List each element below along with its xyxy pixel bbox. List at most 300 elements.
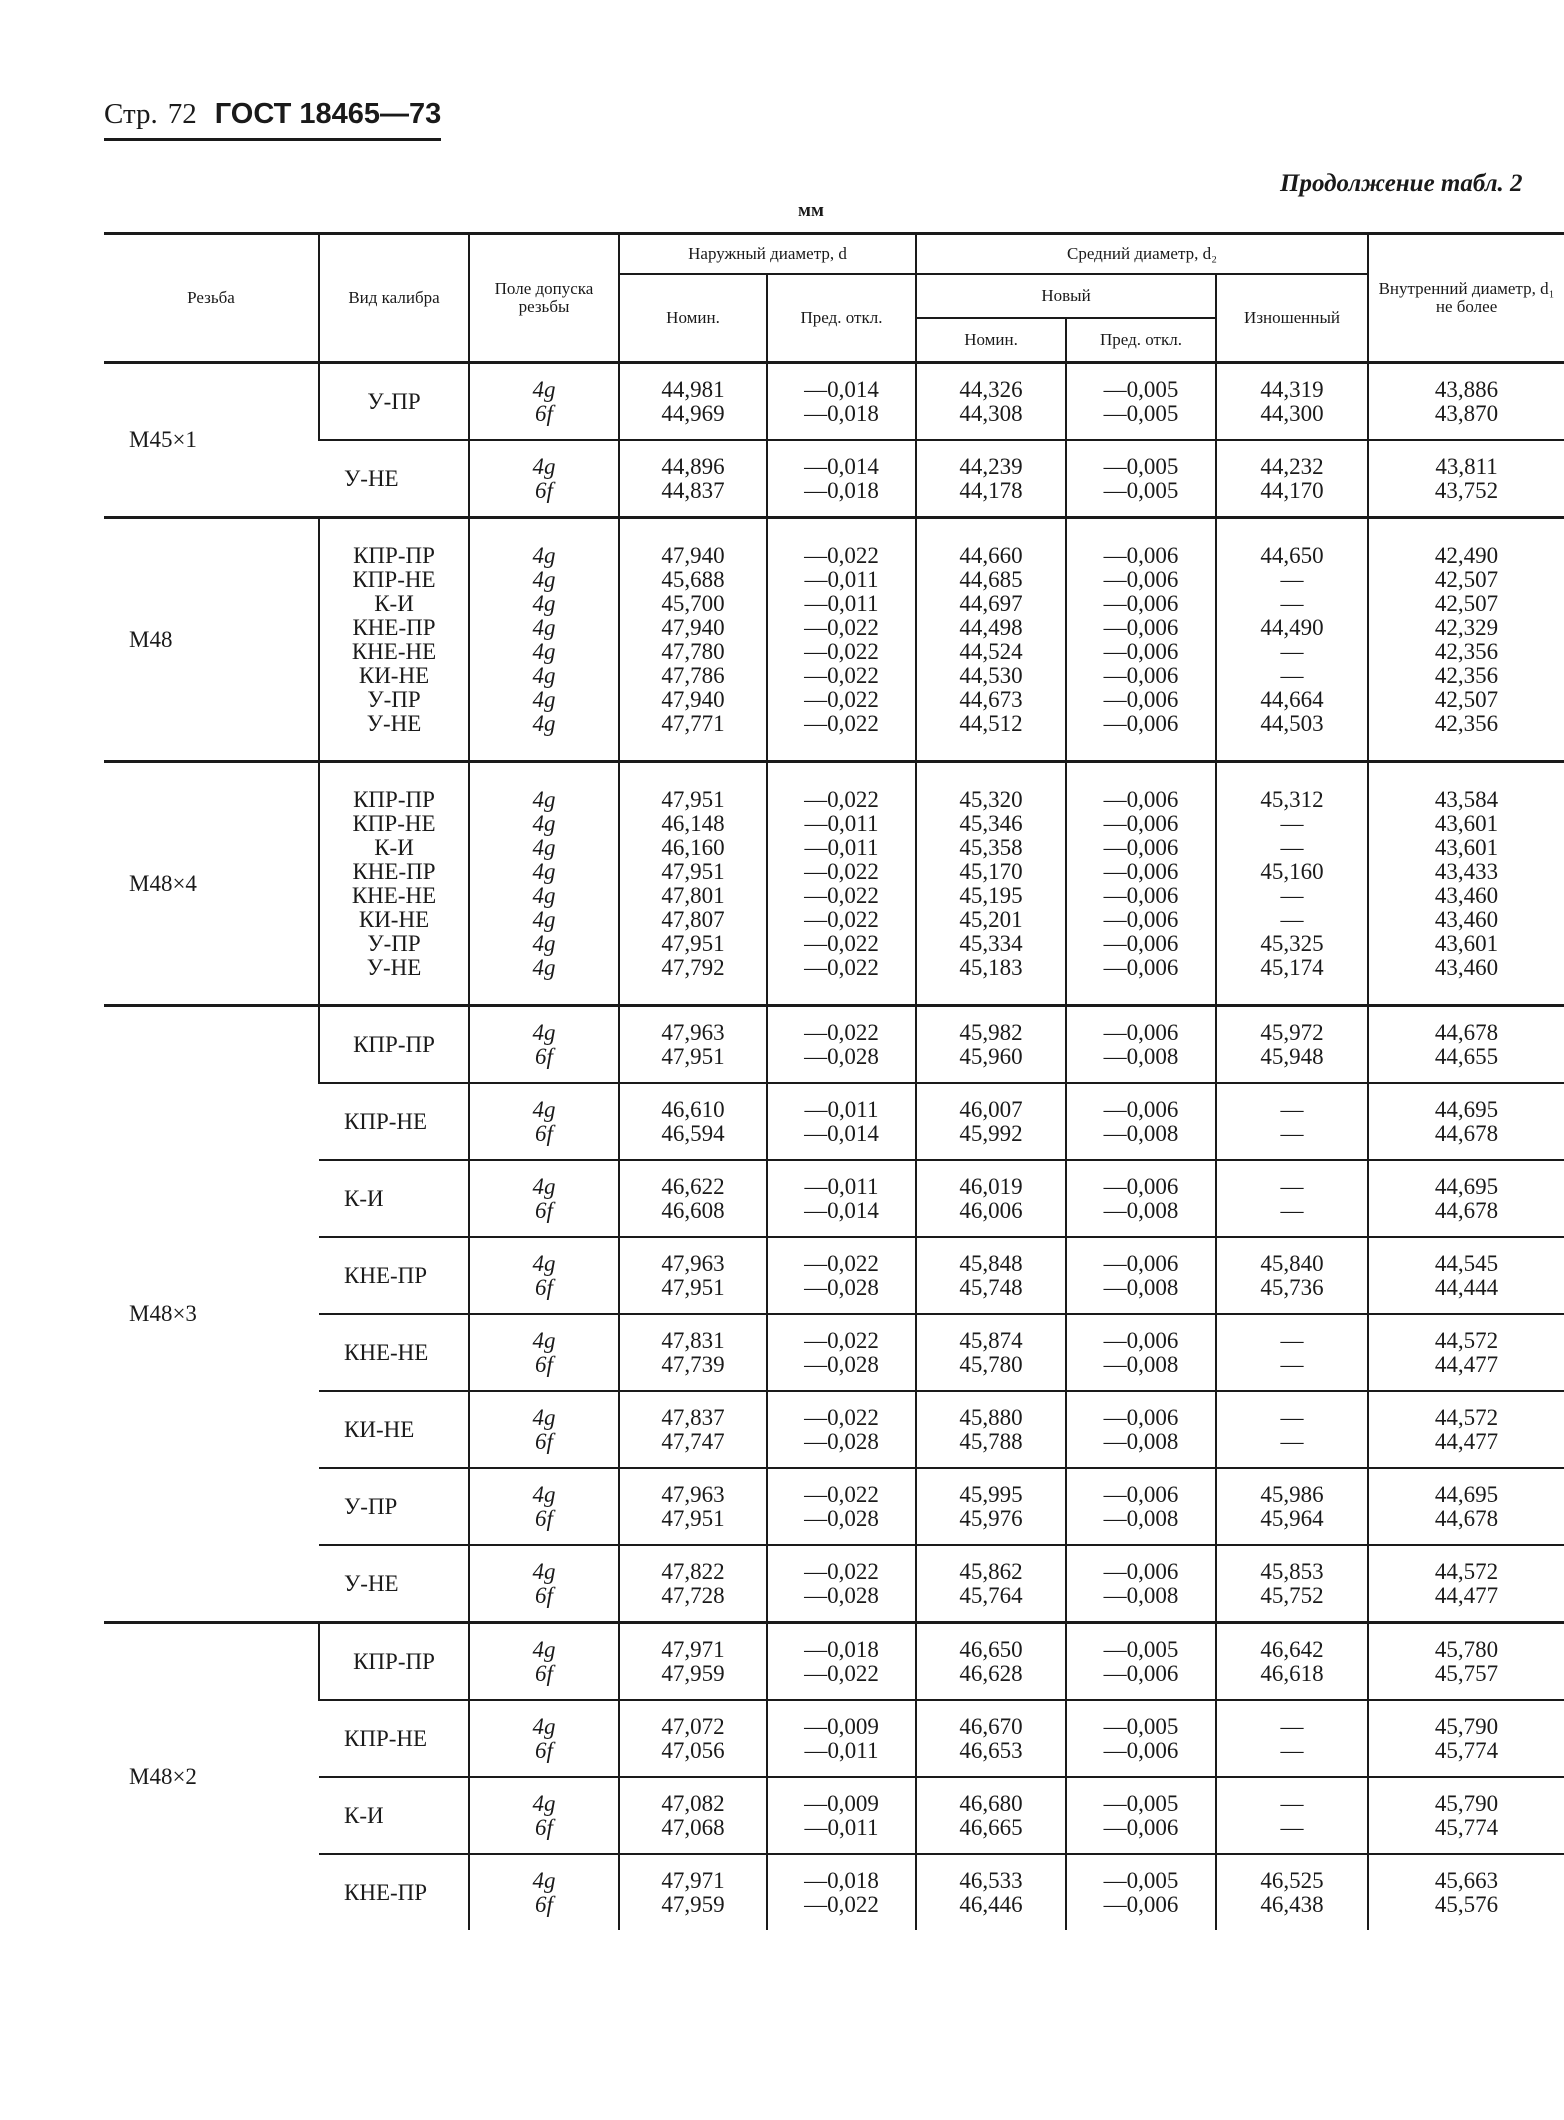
cell-line: 42,507: [1434, 590, 1499, 616]
cell-line: 45,995: [959, 1481, 1023, 1507]
cell-line: —0,006: [1103, 542, 1179, 568]
pitch-nominal-cell: [916, 1854, 1066, 1930]
gauge-type-cell: [319, 1006, 469, 1084]
outer-nominal-cell: [619, 1623, 767, 1701]
pitch-deviation-cell: [1066, 762, 1216, 1006]
cell-line: 4g: [532, 638, 556, 664]
cell-line: 45,960: [959, 1043, 1023, 1069]
outer-deviation-cell: [767, 518, 916, 762]
pitch-nominal-cell: [916, 518, 1066, 762]
cell-line: 44,678: [1434, 1197, 1499, 1223]
cell-line: 44,896: [661, 453, 725, 479]
outer-nominal-cell: [619, 1314, 767, 1391]
gauge-type-cell: [319, 1700, 469, 1777]
cell-line: 45,334: [959, 930, 1023, 956]
outer-deviation-cell: [767, 1237, 916, 1314]
cell-line: 47,831: [661, 1327, 725, 1353]
cell-line: —0,022: [804, 662, 879, 688]
pitch-worn-cell: [1216, 363, 1368, 441]
cell-line: 43,870: [1434, 400, 1499, 426]
cell-line: 44,512: [959, 710, 1023, 736]
tolerance-cell: [469, 1160, 619, 1237]
cell-line: 44,239: [959, 453, 1023, 479]
cell-line: 47,940: [661, 542, 725, 568]
cell-line: КИ-НЕ: [358, 906, 430, 932]
cell-line: 47,739: [661, 1351, 725, 1377]
pitch-deviation-cell: [1066, 1083, 1216, 1160]
cell-line: КНЕ-ПР: [352, 614, 436, 640]
pitch-nominal-cell: [916, 1391, 1066, 1468]
cell-line: 43,584: [1434, 786, 1499, 812]
cell-line: 44,530: [959, 662, 1023, 688]
cell-line: 4g: [532, 1713, 556, 1739]
cell-line: 45,780: [959, 1351, 1023, 1377]
gauge-type-cell: [319, 1468, 469, 1545]
cell-line: 47,068: [661, 1814, 725, 1840]
cell-line: 44,697: [959, 590, 1023, 616]
pitch-nominal-cell: [916, 1545, 1066, 1623]
col-thread: Резьба: [104, 234, 319, 363]
cell-line: —0,011: [804, 1096, 879, 1122]
cell-line: У-НЕ: [366, 710, 422, 736]
cell-line: 47,780: [661, 638, 725, 664]
tolerance-cell: [469, 1623, 619, 1701]
cell-line: —0,011: [804, 1173, 879, 1199]
cell-line: 44,660: [959, 542, 1023, 568]
pitch-deviation-cell: [1066, 363, 1216, 441]
thread-designation: М48×2: [104, 1623, 319, 1931]
col-tolerance-field: Поле допуска резьбы: [469, 234, 619, 363]
cell-line: 42,356: [1434, 662, 1499, 688]
cell-line: 47,747: [661, 1428, 725, 1454]
cell-line: 6f: [535, 1660, 553, 1686]
gauge-type-cell: [319, 1623, 469, 1701]
cell-line: 44,477: [1434, 1351, 1499, 1377]
tolerance-cell: [469, 1391, 619, 1468]
col-pitch-new: Новый: [916, 274, 1216, 318]
cell-line: 47,940: [661, 686, 725, 712]
col-pitch-worn: Изношенный: [1216, 274, 1368, 363]
cell-line: —: [1280, 1713, 1304, 1739]
cell-line: 43,601: [1434, 930, 1499, 956]
pitch-worn-cell: [1216, 762, 1368, 1006]
cell-line: —0,006: [1103, 834, 1179, 860]
outer-deviation-cell: [767, 762, 916, 1006]
cell-line: 45,201: [959, 906, 1023, 932]
cell-line: 47,963: [661, 1481, 725, 1507]
cell-line: 4g: [532, 882, 556, 908]
cell-line: 4g: [532, 1790, 556, 1816]
table-row: [104, 1083, 1564, 1160]
outer-deviation-cell: [767, 1006, 916, 1084]
cell-line: 45,880: [959, 1404, 1023, 1430]
cell-line: 4g: [532, 1250, 556, 1276]
table-row: [104, 363, 1564, 441]
cell-line: 42,507: [1434, 566, 1499, 592]
outer-nominal-cell: [619, 1160, 767, 1237]
cell-line: 6f: [535, 1351, 553, 1377]
cell-line: —0,022: [804, 542, 879, 568]
cell-line: —0,008: [1103, 1197, 1179, 1223]
cell-line: У-ПР: [367, 686, 421, 712]
cell-line: 45,320: [959, 786, 1023, 812]
cell-line: —: [1280, 882, 1304, 908]
outer-deviation-cell: [767, 1623, 916, 1701]
cell-line: —0,022: [804, 1404, 879, 1430]
cell-line: КНЕ-ПР: [344, 1262, 428, 1288]
cell-line: 4g: [532, 1481, 556, 1507]
cell-line: 44,650: [1260, 542, 1324, 568]
outer-deviation-cell: [767, 1545, 916, 1623]
inner-diameter-cell: [1368, 1468, 1564, 1545]
cell-line: У-ПР: [367, 388, 421, 414]
cell-line: 47,959: [661, 1660, 725, 1686]
cell-line: 45,358: [959, 834, 1023, 860]
inner-diameter-cell: [1368, 1391, 1564, 1468]
cell-line: КНЕ-ПР: [352, 858, 436, 884]
cell-line: 47,963: [661, 1019, 725, 1045]
cell-line: —0,018: [804, 400, 879, 426]
cell-line: 46,006: [959, 1197, 1023, 1223]
cell-line: У-НЕ: [344, 465, 399, 491]
cell-line: —0,006: [1103, 954, 1179, 980]
cell-line: 47,951: [661, 858, 725, 884]
cell-line: —: [1280, 1327, 1304, 1353]
cell-line: КПР-ПР: [353, 1648, 435, 1674]
cell-line: 4g: [532, 906, 556, 932]
cell-line: —0,006: [1103, 882, 1179, 908]
cell-line: —0,005: [1103, 400, 1179, 426]
cell-line: 45,764: [959, 1582, 1023, 1608]
cell-line: 44,545: [1434, 1250, 1499, 1276]
tolerance-cell: [469, 440, 619, 518]
cell-line: КНЕ-НЕ: [351, 638, 437, 664]
cell-line: —0,022: [804, 1558, 879, 1584]
pitch-deviation-cell: [1066, 1237, 1216, 1314]
cell-line: —0,005: [1103, 477, 1179, 503]
cell-line: 4g: [532, 614, 556, 640]
pitch-deviation-cell: [1066, 1854, 1216, 1930]
pitch-worn-cell: [1216, 1314, 1368, 1391]
inner-diameter-cell: [1368, 762, 1564, 1006]
cell-line: 46,628: [959, 1660, 1023, 1686]
outer-nominal-cell: [619, 1777, 767, 1854]
col-outer-nominal: Номин.: [619, 274, 767, 363]
inner-diameter-cell: [1368, 1006, 1564, 1084]
outer-deviation-cell: [767, 1700, 916, 1777]
cell-line: 45,160: [1260, 858, 1324, 884]
cell-line: —0,008: [1103, 1274, 1179, 1300]
inner-diameter-cell: [1368, 363, 1564, 441]
cell-line: 6f: [535, 1582, 553, 1608]
cell-line: 43,460: [1434, 954, 1499, 980]
cell-line: 47,786: [661, 662, 725, 688]
inner-diameter-cell: [1368, 1700, 1564, 1777]
outer-deviation-cell: [767, 1854, 916, 1930]
cell-line: 47,072: [661, 1713, 725, 1739]
cell-line: 43,811: [1435, 453, 1498, 479]
cell-line: —0,028: [804, 1582, 879, 1608]
cell-line: 45,576: [1434, 1891, 1499, 1917]
cell-line: 44,232: [1260, 453, 1324, 479]
cell-line: К-И: [374, 590, 414, 616]
cell-line: 45,862: [959, 1558, 1023, 1584]
thread-designation: М48×4: [104, 762, 319, 1006]
cell-line: 46,533: [959, 1867, 1023, 1893]
gauge-type-cell: [319, 1777, 469, 1854]
cell-line: —0,006: [1103, 590, 1179, 616]
cell-line: 47,971: [661, 1867, 725, 1893]
cell-line: 45,774: [1434, 1737, 1499, 1763]
cell-line: —0,022: [804, 1327, 879, 1353]
cell-line: —0,022: [804, 710, 879, 736]
cell-line: 47,963: [661, 1250, 725, 1276]
pitch-deviation-cell: [1066, 1391, 1216, 1468]
tolerance-cell: [469, 1083, 619, 1160]
cell-line: —0,006: [1103, 1481, 1179, 1507]
cell-line: 45,948: [1260, 1043, 1324, 1069]
pitch-nominal-cell: [916, 1777, 1066, 1854]
thread-designation: М48×3: [104, 1006, 319, 1623]
cell-line: У-ПР: [367, 930, 421, 956]
tolerance-cell: [469, 1777, 619, 1854]
cell-line: 47,951: [661, 786, 725, 812]
cell-line: 45,790: [1434, 1713, 1499, 1739]
cell-line: 42,356: [1434, 638, 1499, 664]
cell-line: —0,006: [1103, 1173, 1179, 1199]
gauge-type-cell: [319, 762, 469, 1006]
gauge-type-cell: [319, 518, 469, 762]
inner-diameter-cell: [1368, 518, 1564, 762]
cell-line: 45,788: [959, 1428, 1023, 1454]
cell-line: КНЕ-НЕ: [344, 1339, 429, 1365]
cell-line: —0,022: [804, 1660, 879, 1686]
table-row: [104, 1391, 1564, 1468]
cell-line: 43,601: [1434, 810, 1499, 836]
gauge-dimensions-table: [104, 232, 1564, 1930]
cell-line: —0,014: [804, 1197, 879, 1223]
cell-line: 47,940: [661, 614, 725, 640]
outer-nominal-cell: [619, 1545, 767, 1623]
table-row: [104, 440, 1564, 518]
cell-line: —0,028: [804, 1428, 879, 1454]
cell-line: 44,695: [1434, 1173, 1499, 1199]
tolerance-cell: [469, 1237, 619, 1314]
cell-line: —: [1280, 1096, 1304, 1122]
cell-line: —0,006: [1103, 686, 1179, 712]
cell-line: —0,008: [1103, 1043, 1179, 1069]
page-header: [104, 94, 441, 141]
cell-line: 44,673: [959, 686, 1023, 712]
cell-line: —: [1280, 834, 1304, 860]
cell-line: 46,610: [661, 1096, 725, 1122]
cell-line: 4g: [532, 930, 556, 956]
cell-line: 42,356: [1434, 710, 1499, 736]
cell-line: —0,022: [804, 930, 879, 956]
table-body: [104, 363, 1564, 1931]
page-label: Стр.: [104, 98, 158, 130]
cell-line: 45,840: [1260, 1250, 1324, 1276]
cell-line: —0,022: [804, 882, 879, 908]
cell-line: 45,663: [1434, 1867, 1499, 1893]
cell-line: 6f: [535, 1043, 553, 1069]
cell-line: 44,969: [661, 400, 725, 426]
cell-line: —0,006: [1103, 1404, 1179, 1430]
pitch-worn-cell: [1216, 1623, 1368, 1701]
tolerance-cell: [469, 1314, 619, 1391]
cell-line: 45,748: [959, 1274, 1023, 1300]
cell-line: —0,009: [804, 1790, 879, 1816]
outer-nominal-cell: [619, 1237, 767, 1314]
table-row: [104, 1854, 1564, 1930]
cell-line: 47,837: [661, 1404, 725, 1430]
cell-line: 44,477: [1434, 1428, 1499, 1454]
cell-line: 4g: [532, 1019, 556, 1045]
cell-line: 4g: [532, 566, 556, 592]
cell-line: —0,006: [1103, 786, 1179, 812]
tolerance-cell: [469, 1468, 619, 1545]
tolerance-cell: [469, 1700, 619, 1777]
cell-line: —0,006: [1103, 810, 1179, 836]
cell-line: —: [1280, 1404, 1304, 1430]
pitch-deviation-cell: [1066, 1545, 1216, 1623]
outer-nominal-cell: [619, 1854, 767, 1930]
cell-line: 47,807: [661, 906, 725, 932]
pitch-nominal-cell: [916, 440, 1066, 518]
page-number: 72: [167, 98, 197, 130]
cell-line: —0,006: [1103, 1891, 1179, 1917]
cell-line: —0,006: [1103, 1019, 1179, 1045]
cell-line: 6f: [535, 1274, 553, 1300]
gauge-type-cell: [319, 440, 469, 518]
tolerance-cell: [469, 1545, 619, 1623]
cell-line: —: [1280, 1120, 1304, 1146]
outer-nominal-cell: [619, 1700, 767, 1777]
cell-line: —: [1280, 1790, 1304, 1816]
cell-line: У-НЕ: [344, 1570, 399, 1596]
table-row: [104, 762, 1564, 1006]
table-row: [104, 1237, 1564, 1314]
pitch-nominal-cell: [916, 1160, 1066, 1237]
inner-diameter-cell: [1368, 1314, 1564, 1391]
cell-line: —0,008: [1103, 1351, 1179, 1377]
outer-deviation-cell: [767, 440, 916, 518]
outer-deviation-cell: [767, 1314, 916, 1391]
inner-diameter-cell: [1368, 1623, 1564, 1701]
cell-line: —0,022: [804, 1481, 879, 1507]
cell-line: 44,695: [1434, 1096, 1499, 1122]
gauge-type-cell: [319, 1545, 469, 1623]
tolerance-cell: [469, 1006, 619, 1084]
outer-nominal-cell: [619, 363, 767, 441]
cell-line: —0,022: [804, 638, 879, 664]
cell-line: 44,655: [1434, 1043, 1499, 1069]
cell-line: 45,874: [959, 1327, 1023, 1353]
cell-line: —0,008: [1103, 1120, 1179, 1146]
cell-line: —0,006: [1103, 614, 1179, 640]
cell-line: 47,951: [661, 1505, 725, 1531]
cell-line: —0,022: [804, 614, 879, 640]
cell-line: 43,460: [1434, 906, 1499, 932]
standard-number: ГОСТ 18465—73: [214, 98, 442, 130]
gauge-type-cell: [319, 1854, 469, 1930]
cell-line: 4g: [532, 858, 556, 884]
cell-line: —: [1280, 662, 1304, 688]
cell-line: —0,028: [804, 1505, 879, 1531]
pitch-worn-cell: [1216, 1700, 1368, 1777]
cell-line: КПР-ПР: [353, 542, 435, 568]
cell-line: —0,006: [1103, 1660, 1179, 1686]
cell-line: 47,959: [661, 1891, 725, 1917]
cell-line: 4g: [532, 542, 556, 568]
outer-nominal-cell: [619, 762, 767, 1006]
cell-line: 45,736: [1260, 1274, 1324, 1300]
cell-line: —0,005: [1103, 376, 1179, 402]
cell-line: КПР-НЕ: [344, 1725, 428, 1751]
cell-line: 4g: [532, 1636, 556, 1662]
cell-line: 4g: [532, 1558, 556, 1584]
cell-line: 47,792: [661, 954, 725, 980]
outer-nominal-cell: [619, 1006, 767, 1084]
cell-line: —0,006: [1103, 858, 1179, 884]
cell-line: —0,006: [1103, 1096, 1179, 1122]
cell-line: 4g: [532, 590, 556, 616]
cell-line: —0,006: [1103, 710, 1179, 736]
cell-line: —0,006: [1103, 662, 1179, 688]
pitch-worn-cell: [1216, 1545, 1368, 1623]
cell-line: 6f: [535, 1505, 553, 1531]
units-label: мм: [798, 200, 824, 221]
cell-line: —0,014: [804, 1120, 879, 1146]
cell-line: 43,460: [1434, 882, 1499, 908]
outer-deviation-cell: [767, 1468, 916, 1545]
cell-line: —0,028: [804, 1274, 879, 1300]
cell-line: 4g: [532, 662, 556, 688]
pitch-deviation-cell: [1066, 440, 1216, 518]
gauge-type-cell: [319, 1314, 469, 1391]
cell-line: 44,837: [661, 477, 725, 503]
cell-line: 6f: [535, 1120, 553, 1146]
table-row: [104, 1006, 1564, 1084]
cell-line: —0,006: [1103, 930, 1179, 956]
outer-nominal-cell: [619, 440, 767, 518]
cell-line: 45,992: [959, 1120, 1023, 1146]
tolerance-cell: [469, 518, 619, 762]
cell-line: —: [1280, 1351, 1304, 1377]
cell-line: 42,490: [1434, 542, 1499, 568]
cell-line: 47,082: [661, 1790, 725, 1816]
cell-line: —: [1280, 1197, 1304, 1223]
pitch-nominal-cell: [916, 363, 1066, 441]
cell-line: 45,982: [959, 1019, 1023, 1045]
cell-line: 42,507: [1434, 686, 1499, 712]
pitch-deviation-cell: [1066, 518, 1216, 762]
cell-line: —0,006: [1103, 1250, 1179, 1276]
pitch-worn-cell: [1216, 1391, 1368, 1468]
cell-line: —0,006: [1103, 566, 1179, 592]
cell-line: 45,312: [1260, 786, 1324, 812]
cell-line: —0,028: [804, 1043, 879, 1069]
cell-line: —0,022: [804, 906, 879, 932]
cell-line: —0,011: [804, 566, 879, 592]
cell-line: 4g: [532, 710, 556, 736]
cell-line: —: [1280, 906, 1304, 932]
cell-line: —: [1280, 1173, 1304, 1199]
cell-line: 45,183: [959, 954, 1023, 980]
inner-diameter-cell: [1368, 1854, 1564, 1930]
cell-line: 45,790: [1434, 1790, 1499, 1816]
cell-line: —0,011: [804, 1737, 879, 1763]
